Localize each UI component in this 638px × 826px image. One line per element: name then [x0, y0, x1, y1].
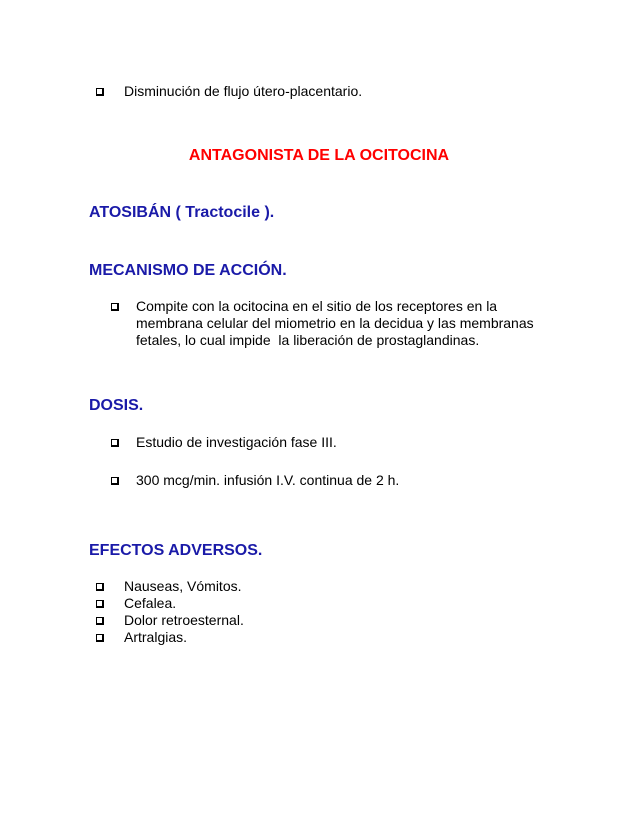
dosis-heading: DOSIS.	[89, 397, 144, 414]
list-item-text: Dolor retroesternal.	[124, 612, 244, 628]
checkbox-bullet-icon	[96, 88, 104, 96]
list-item	[111, 434, 337, 451]
list-item-text: Cefalea.	[124, 595, 177, 611]
list-item	[96, 595, 176, 612]
list-item	[111, 298, 534, 349]
checkbox-bullet-icon	[111, 477, 119, 485]
checkbox-bullet-icon	[111, 303, 119, 311]
mechanism-heading: MECANISMO DE ACCIÓN.	[89, 262, 287, 279]
checkbox-bullet-icon	[96, 600, 104, 608]
adverse-effects-heading: EFECTOS ADVERSOS.	[89, 542, 263, 559]
list-item	[96, 83, 362, 100]
checkbox-bullet-icon	[96, 583, 104, 591]
list-item-text: 300 mcg/min. infusión I.V. continua de 2 h.	[136, 472, 400, 488]
list-item-text: Estudio de investigación fase III.	[136, 434, 337, 450]
checkbox-bullet-icon	[96, 634, 104, 642]
list-item	[96, 629, 187, 646]
checkbox-bullet-icon	[111, 439, 119, 447]
mechanism-line: Compite con la ocitocina en el sitio de los receptores en la	[136, 298, 498, 314]
mechanism-text	[136, 298, 534, 349]
list-item	[96, 612, 244, 629]
list-item-text: Nauseas, Vómitos.	[124, 578, 242, 594]
mechanism-line: membrana celular del miometrio en la decidua y las membranas	[136, 315, 534, 331]
list-item	[111, 472, 399, 489]
list-item-text: Artralgias.	[124, 629, 188, 645]
list-item-text: Disminución de flujo útero-placentario.	[124, 83, 363, 99]
drug-heading: ATOSIBÁN ( Tractocile ).	[89, 204, 275, 221]
mechanism-line: fetales, lo cual impide la liberación de prostaglandinas.	[136, 332, 480, 348]
checkbox-bullet-icon	[96, 617, 104, 625]
section-title: ANTAGONISTA DE LA OCITOCINA	[188, 147, 450, 164]
list-item	[96, 578, 242, 595]
